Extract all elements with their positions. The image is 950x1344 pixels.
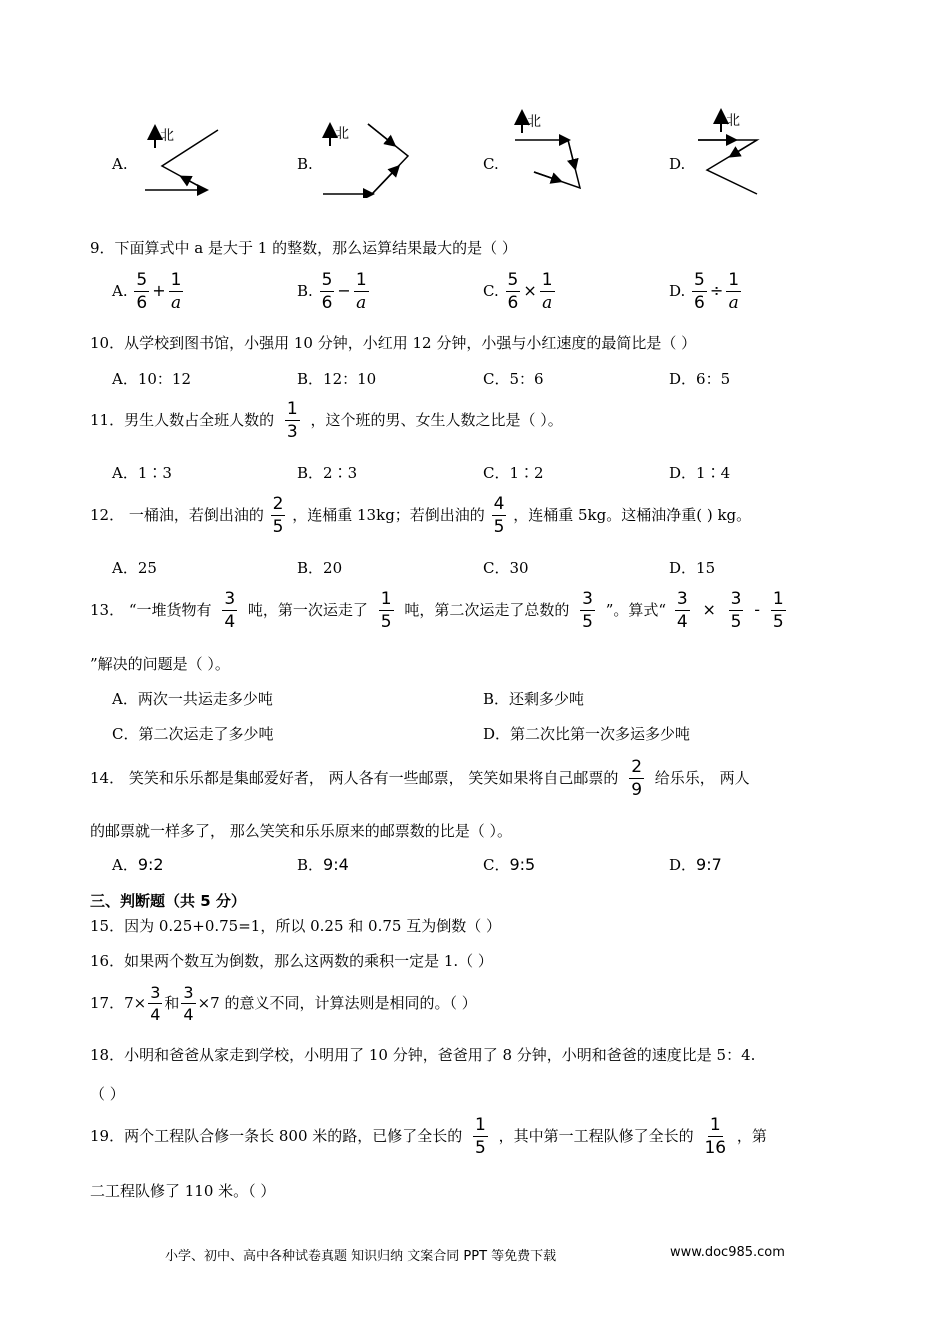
q8-option-b-label[interactable]: B. — [297, 155, 313, 173]
q8-option-a-label[interactable]: A. — [112, 155, 128, 173]
q14-option-b[interactable]: B．9:4 — [297, 855, 349, 874]
footer-text: 小学、初中、高中各种试卷真题 知识归纳 文案合同 PPT 等免费下载 — [165, 1249, 557, 1264]
q14-option-c[interactable]: C．9:5 — [483, 855, 536, 874]
q10-stem: 10．从学校到图书馆，小强用 10 分钟，小红用 12 分钟，小强与小红速度的最简比是（ ） — [90, 334, 697, 352]
q10-option-d[interactable]: D．6：5 — [669, 370, 731, 388]
q9-option-b[interactable]: B. $\frac{5}{6}$ − $\frac{1}{a}$ — [297, 270, 367, 313]
north-label: 北 — [160, 128, 174, 144]
q8-option-c-diagram — [510, 108, 590, 198]
q11-option-b[interactable]: B．2∶3 — [297, 464, 358, 482]
q18-text: 18．小明和爸爸从家走到学校，小明用了 10 分钟，爸爸用了 8 分钟，小明和爸爸的速度比是 5：4. — [90, 1046, 756, 1064]
q16-text: 16．如果两个数互为倒数，那么这两数的乘积一定是 1.（ ） — [90, 952, 493, 970]
q19-text: 19．两个工程队合修一条长 800 米的路，已修了全长的 $\frac{1}{5}$ ，其中第一工程队修了全长的 $\frac{1}{16}$ ，第 — [90, 1115, 767, 1158]
svg-text:北: 北 — [726, 113, 740, 129]
q12-option-a[interactable]: A．25 — [112, 559, 157, 577]
q13-option-a[interactable]: A．两次一共运走多少吨 — [112, 690, 273, 708]
section-3-heading: 三、判断题（共 5 分） — [90, 892, 246, 910]
q8-option-c-label[interactable]: C. — [483, 155, 499, 173]
q8-option-d-label[interactable]: D. — [669, 155, 686, 173]
svg-text:北: 北 — [335, 126, 349, 142]
q13-option-b[interactable]: B．还剩多少吨 — [483, 690, 585, 708]
q11-option-c[interactable]: C．1∶2 — [483, 464, 544, 482]
q9-option-d[interactable]: D. $\frac{5}{6}$ ÷ $\frac{1}{a}$ — [669, 270, 740, 313]
q13-option-c[interactable]: C．第二次运走了多少吨 — [112, 725, 274, 743]
q8-option-a-diagram — [140, 118, 222, 198]
q10-option-b[interactable]: B．12：10 — [297, 370, 377, 388]
q8-option-d-diagram — [695, 108, 765, 198]
q13-option-d[interactable]: D．第二次比第一次多运多少吨 — [483, 725, 691, 743]
q14-option-d[interactable]: D．9:7 — [669, 855, 722, 874]
svg-text:北: 北 — [527, 114, 541, 130]
q17-text: 17．7× $\frac{3}{4}$ 和 $\frac{3}{4}$ ×7 的意义不同，计算法则是相同的。（ ） — [90, 983, 477, 1024]
q9-stem: 9．下面算式中 a 是大于 1 的整数，那么运算结果最大的是（ ） — [90, 239, 517, 257]
q11-stem: 11．男生人数占全班人数的 $\frac{1}{3}$ ，这个班的男、女生人数之比是（ ）。 — [90, 399, 563, 442]
q18-text-line2: （ ） — [90, 1085, 125, 1103]
q15-text: 15．因为 0.25+0.75=1，所以 0.25 和 0.75 互为倒数（ ） — [90, 917, 501, 935]
q8-option-b-diagram — [320, 118, 415, 198]
q12-stem: 12． 一桶油，若倒出油的 $\frac{2}{5}$ ，连桶重 13kg；若倒出油的 $\frac{4}{5}$ ，连桶重 5kg。这桶油净重( ) kg。 — [90, 494, 752, 537]
q14-stem-line2: 的邮票就一样多了， 那么笑笑和乐乐原来的邮票数的比是（ ）。 — [90, 822, 513, 840]
q10-option-a[interactable]: A．10：12 — [112, 370, 192, 388]
footer-url[interactable]: www.doc985.com — [670, 1245, 785, 1260]
q13-stem: 13． “一堆货物有 $\frac{3}{4}$ 吨，第一次运走了 $\frac{1}{5}$ 吨，第二次运走了总数的 $\frac{3}{5}$ ”。算式“ $\frac{3}{4}$ × $\frac{3}{5}$ - $\frac{1}{5}$ — [90, 589, 784, 632]
q10-option-c[interactable]: C．5：6 — [483, 370, 544, 388]
q9-option-a[interactable]: A. $\frac{5}{6}$ + $\frac{1}{a}$ — [112, 270, 182, 313]
q9-option-c[interactable]: C. $\frac{5}{6}$ × $\frac{1}{a}$ — [483, 270, 553, 313]
q19-text-line2: 二工程队修了 110 米。（ ） — [90, 1182, 276, 1200]
q12-option-b[interactable]: B．20 — [297, 559, 343, 577]
q11-option-d[interactable]: D．1∶4 — [669, 464, 731, 482]
q14-option-a[interactable]: A．9:2 — [112, 855, 164, 874]
q12-option-c[interactable]: C．30 — [483, 559, 529, 577]
q13-stem-line2: ”解决的问题是（ ）。 — [90, 655, 230, 673]
q14-stem: 14． 笑笑和乐乐都是集邮爱好者， 两人各有一些邮票， 笑笑如果将自己邮票的 $\frac{2}{9}$ 给乐乐， 两人 — [90, 757, 750, 800]
q12-option-d[interactable]: D．15 — [669, 559, 716, 577]
q11-option-a[interactable]: A．1∶3 — [112, 464, 172, 482]
